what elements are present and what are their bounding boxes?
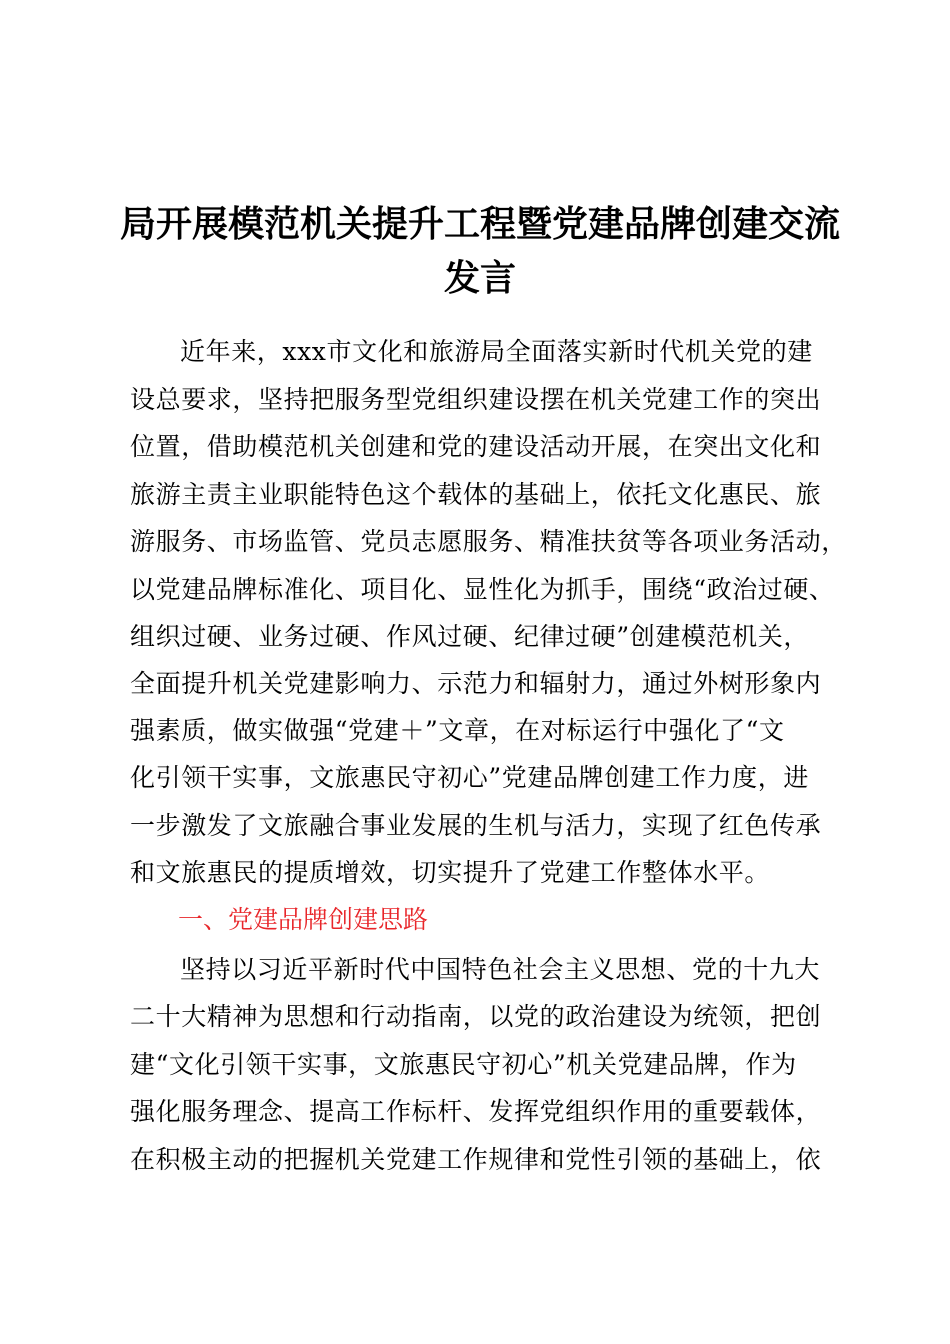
paragraph-line: 在积极主动的把握机关党建工作规律和党性引领的基础上，依 bbox=[130, 1145, 822, 1174]
paragraph-line: 全面提升机关党建影响力、示范力和辐射力，通过外树形象内 bbox=[130, 669, 822, 698]
paragraph-line: 游服务、市场监管、党员志愿服务、精准扶贫等各项业务活动， bbox=[130, 527, 847, 556]
section-heading: 一、党建品牌创建思路 bbox=[178, 905, 429, 934]
paragraph-line: 强素质，做实做强“党建＋”文章，在对标运行中强化了“文 bbox=[130, 716, 785, 745]
paragraph-line: 建“文化引领干实事，文旅惠民守初心”机关党建品牌，作为 bbox=[130, 1050, 797, 1079]
paragraph-line: 和文旅惠民的提质增效，切实提升了党建工作整体水平。 bbox=[130, 858, 771, 887]
paragraph-line: 设总要求，坚持把服务型党组织建设摆在机关党建工作的突出 bbox=[130, 385, 822, 414]
document-title-line-2: 发言 bbox=[443, 257, 516, 299]
paragraph-line: 旅游主责主业职能特色这个载体的基础上，依托文化惠民、旅 bbox=[130, 480, 822, 509]
paragraph-line: 组织过硬、业务过硬、作风过硬、纪律过硬”创建模范机关， bbox=[130, 622, 809, 651]
paragraph-line: 坚持以习近平新时代中国特色社会主义思想、党的十九大 bbox=[180, 955, 821, 984]
document-title-line-1: 局开展模范机关提升工程暨党建品牌创建交流 bbox=[119, 203, 840, 245]
paragraph-line: 化引领干实事，文旅惠民守初心”党建品牌创建工作力度，进 bbox=[130, 763, 809, 792]
paragraph-line: 二十大精神为思想和行动指南，以党的政治建设为统领，把创 bbox=[130, 1002, 822, 1031]
paragraph-line: 强化服务理念、提高工作标杆、发挥党组织作用的重要载体， bbox=[130, 1097, 822, 1126]
paragraph-line: 以党建品牌标准化、项目化、显性化为抓手，围绕“政治过硬、 bbox=[130, 575, 835, 604]
paragraph-line: 位置，借助模范机关创建和党的建设活动开展，在突出文化和 bbox=[130, 432, 822, 461]
paragraph-line: 近年来，xxx市文化和旅游局全面落实新时代机关党的建 bbox=[180, 337, 813, 366]
paragraph-line: 一步激发了文旅融合事业发展的生机与活力，实现了红色传承 bbox=[130, 811, 822, 840]
